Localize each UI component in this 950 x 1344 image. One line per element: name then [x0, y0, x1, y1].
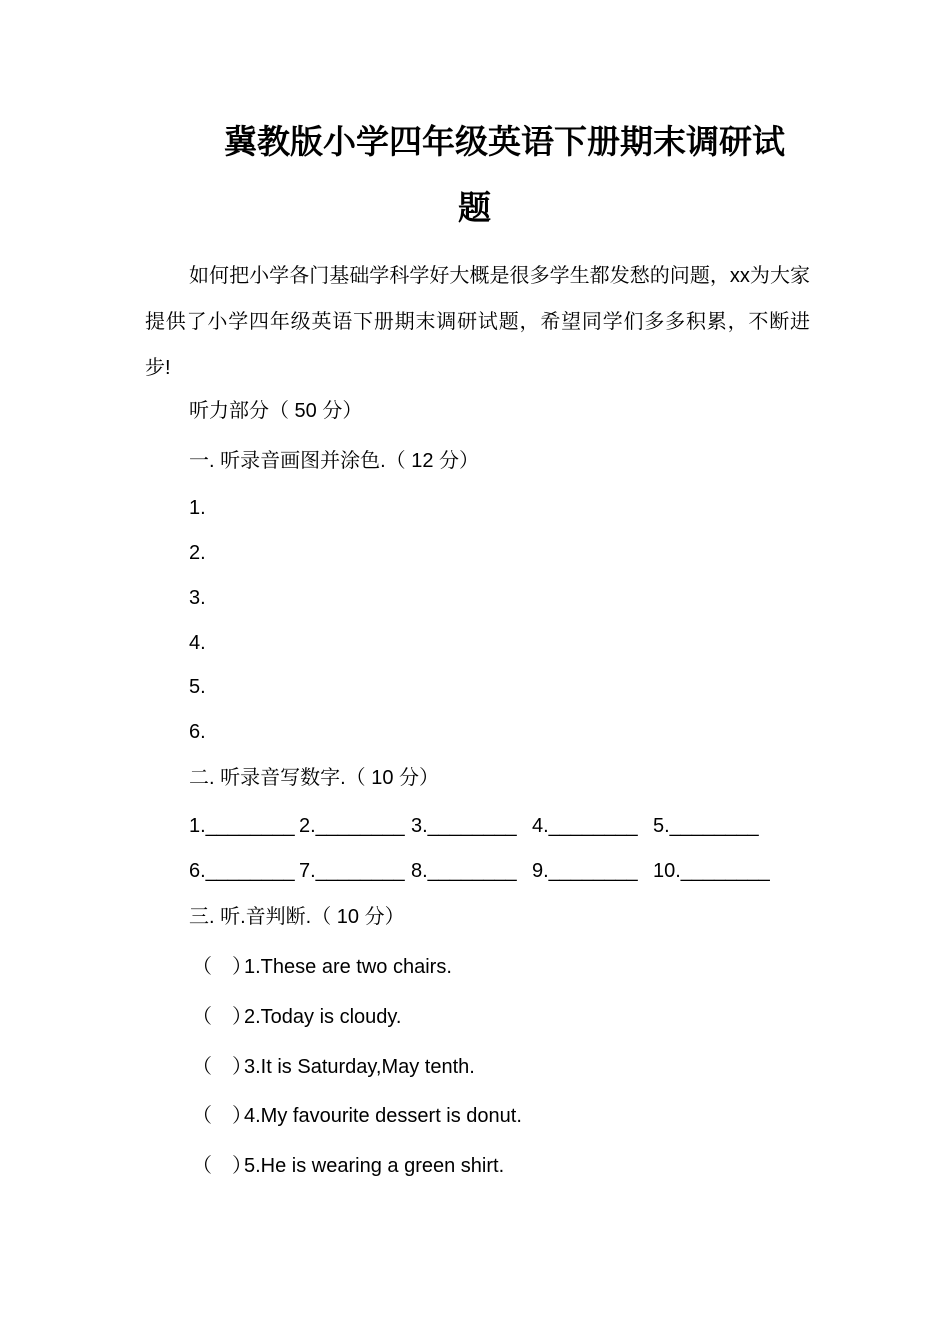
judgment-item: [192, 953, 452, 981]
answer-parentheses[interactable]: （ ）: [192, 1056, 252, 1078]
section-2-heading: 二. 听录音写数字.（ 10 分）: [189, 767, 440, 789]
judgment-item: [192, 1152, 504, 1180]
number-blank[interactable]: 8.________: [411, 860, 517, 882]
section-1-item: 2.: [189, 542, 206, 564]
judgment-item: [192, 1053, 475, 1081]
number-blank[interactable]: 9.________: [532, 860, 638, 882]
answer-parentheses[interactable]: （ ）: [192, 1006, 252, 1028]
judgment-text: 2.Today is cloudy.: [244, 1006, 402, 1028]
number-blank[interactable]: 5.________: [653, 815, 759, 837]
judgment-text: 1.These are two chairs.: [244, 956, 452, 978]
document-title-line-1: 冀教版小学四年级英语下册期末调研试: [224, 122, 785, 161]
section-1-item: 6.: [189, 721, 206, 743]
section-1-heading: 一. 听录音画图并涂色.（ 12 分）: [189, 450, 480, 472]
judgment-text: 4.My favourite dessert is donut.: [244, 1105, 522, 1127]
number-blank[interactable]: 4.________: [532, 815, 638, 837]
section-1-item: 5.: [189, 676, 206, 698]
section-1-item: 4.: [189, 632, 206, 654]
number-blank[interactable]: 6.________: [189, 860, 295, 882]
judgment-text: 3.It is Saturday,May tenth.: [244, 1056, 475, 1078]
number-blank[interactable]: 10.________: [653, 860, 770, 882]
listening-section-header: 听力部分（ 50 分）: [189, 400, 363, 422]
judgment-text: 5.He is wearing a green shirt.: [244, 1155, 505, 1177]
number-blank[interactable]: 3.________: [411, 815, 517, 837]
answer-parentheses[interactable]: （ ）: [192, 1105, 252, 1127]
judgment-item: [192, 1102, 522, 1130]
section-3-heading: 三. 听.音判断.（ 10 分）: [189, 906, 405, 928]
answer-parentheses[interactable]: （ ）: [192, 956, 252, 978]
number-blank[interactable]: 2.________: [299, 815, 405, 837]
section-1-item: 1.: [189, 497, 206, 519]
section-1-item: 3.: [189, 587, 206, 609]
number-blank[interactable]: 1.________: [189, 815, 295, 837]
intro-paragraph: 如何把小学各门基础学科学好大概是很多学生都发愁的问题，xx为大家提供了小学四年级英语下册期末调研试题，希望同学们多多积累，不断进步!: [145, 265, 810, 379]
document-title-line-2: 题: [458, 188, 491, 227]
judgment-item: [192, 1003, 402, 1031]
number-blank[interactable]: 7.________: [299, 860, 405, 882]
answer-parentheses[interactable]: （ ）: [192, 1155, 252, 1177]
